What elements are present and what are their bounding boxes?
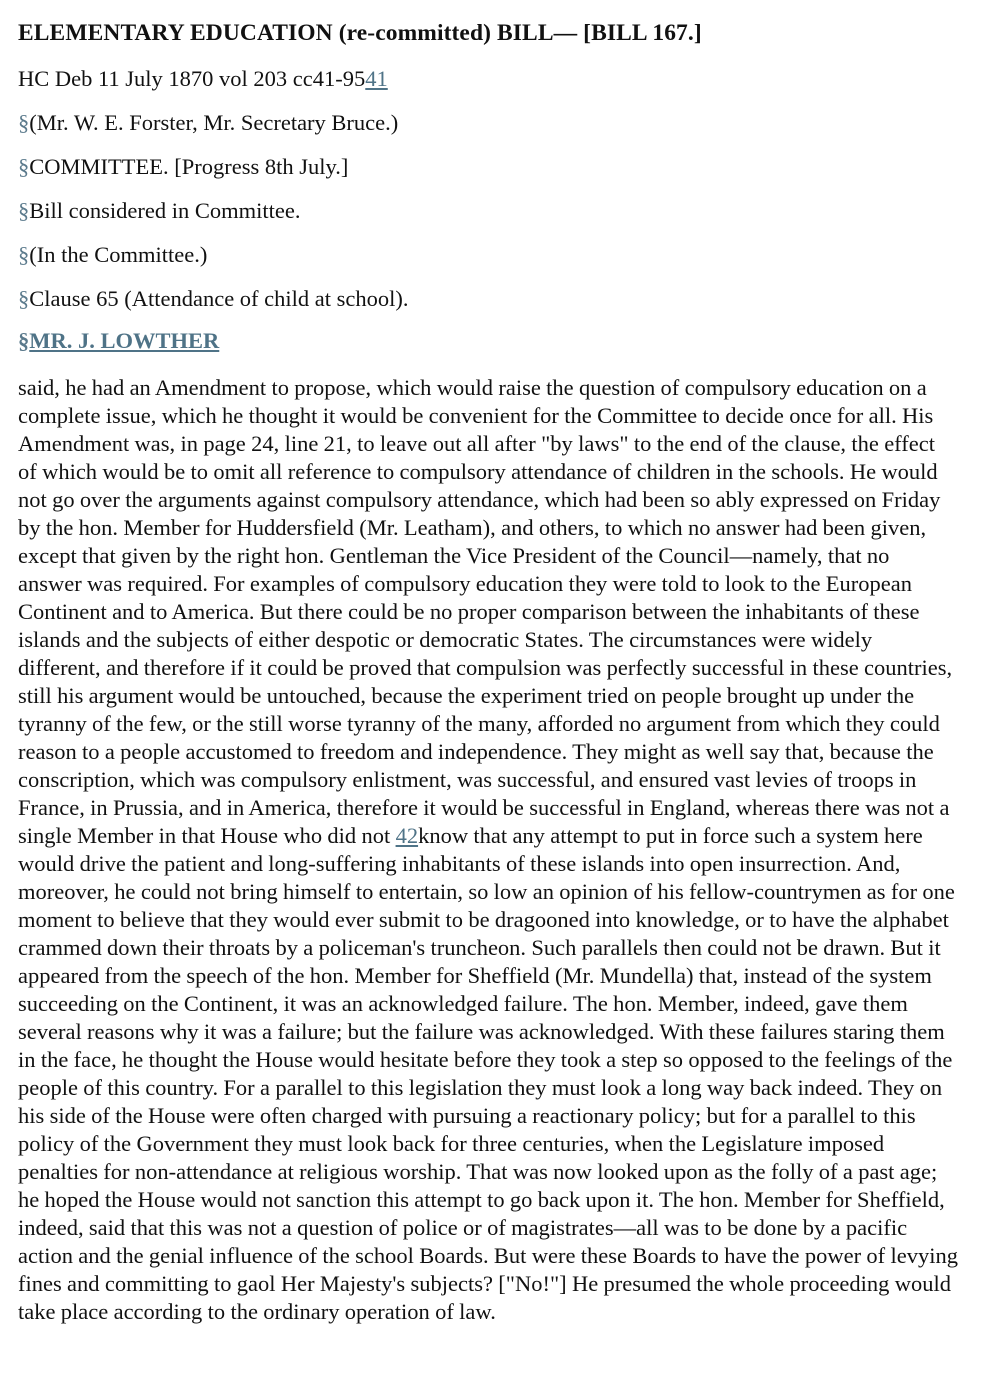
section-marker[interactable]: § — [18, 110, 30, 135]
section-marker[interactable]: § — [18, 154, 30, 179]
paragraph-text: (In the Committee.) — [29, 242, 208, 267]
citation-text: HC Deb 11 July 1870 vol 203 cc41-95 — [18, 66, 366, 91]
paragraph-committee — [18, 154, 348, 180]
paragraph-text: Clause 65 (Attendance of child at school). — [29, 286, 409, 311]
section-marker[interactable]: § — [18, 328, 30, 353]
speech-text: said, he had an Amendment to propose, which would raise the question of compulsory education on a complete issue, which he thought it would be convenient for the Committee to decide once for all. His Amendment was, in page 24, line 21, to leave out all after "by laws" to the end of the clause, the effect of which would be to omit all reference to compulsory attendance of children in the schools. He would not go over the arguments against compulsory attendance, which had been so ably expressed on Friday by the hon. Member for Huddersfield (Mr. Leatham), and others, to which no answer had been given, except that given by the right hon. Gentleman the Vice President of the Council—namely, that no answer was required. For examples of compulsory education they were told to look to the European Continent and to America. But there could be no proper comparison between the inhabitants of these islands and the subjects of either despotic or democratic States. The circumstances were widely different, and therefore if it could be proved that compulsion was perfectly successful in these countries, still his argument would be untouched, because the experiment tried on people brought up under the tyranny of the few, or the still worse tyranny of the many, afforded no argument from which they could reason to a people accustomed to freedom and independence. They might as well say that, because the conscription, which was compulsory enlistment, was successful, and ensured vast levies of troops in France, in Prussia, and in America, therefore it would be successful in England, whereas there was not a single Member in that House who did not — [18, 375, 953, 848]
paragraph-members — [18, 110, 398, 136]
paragraph-text: (Mr. W. E. Forster, Mr. Secretary Bruce.) — [29, 110, 399, 135]
speech-text: know that any attempt to put in force such a system here would drive the patient and long-suffering inhabitants of these islands into open insurrection. And, moreover, he could not bring himself to entertain, so low an opinion of his fellow-countrymen as for one moment to believe that they would ever submit to be dragooned into knowledge, or to have the alphabet crammed down their throats by a policeman's truncheon. Such parallels then could not be drawn. But it appeared from the speech of the hon. Member for Sheffield (Mr. Mundella) that, instead of the system succeeding on the Continent, it was an acknowledged failure. The hon. Member, indeed, gave them several reasons why it was a failure; but the failure was acknowledged. With these failures staring them in the face, he thought the House would hesitate before they took a step so opposed to the feelings of the people of this country. For a parallel to this legislation they must look a long way back indeed. They on his side of the House were often charged with pursuing a reactionary policy; but for a parallel to this policy of the Government they must look back for three centuries, when the Legislature imposed penalties for non-attendance at religious worship. That was now looked upon as the folly of a past age; he hoped the House would not sanction this attempt to go back upon it. The hon. Member for Sheffield, indeed, said that this was not a question of police or of magistrates—all was to be done by a pacific action and the genial influence of the school Boards. But were these Boards to have the power of levying fines and committing to gaol Her Majesty's subjects? ["No!"] He presumed the whole proceeding would take place according to the ordinary operation of law. — [18, 823, 958, 1324]
section-marker[interactable]: § — [18, 198, 30, 223]
column-link[interactable]: 42 — [395, 823, 419, 848]
speech-body — [18, 374, 958, 1326]
paragraph-bill-considered — [18, 198, 300, 224]
paragraph-in-committee — [18, 242, 207, 268]
column-link[interactable]: 41 — [365, 66, 388, 91]
paragraph-text: Bill considered in Committee. — [29, 198, 301, 223]
section-marker[interactable]: § — [18, 286, 30, 311]
speaker-heading — [18, 328, 219, 354]
speaker-link[interactable]: MR. J. LOWTHER — [29, 328, 220, 353]
citation-line — [18, 66, 388, 92]
paragraph-clause — [18, 286, 409, 312]
debate-title: ELEMENTARY EDUCATION (re-committed) BILL— [BILL 167.] — [18, 20, 702, 46]
section-marker[interactable]: § — [18, 242, 30, 267]
paragraph-text: COMMITTEE. [Progress 8th July.] — [29, 154, 349, 179]
